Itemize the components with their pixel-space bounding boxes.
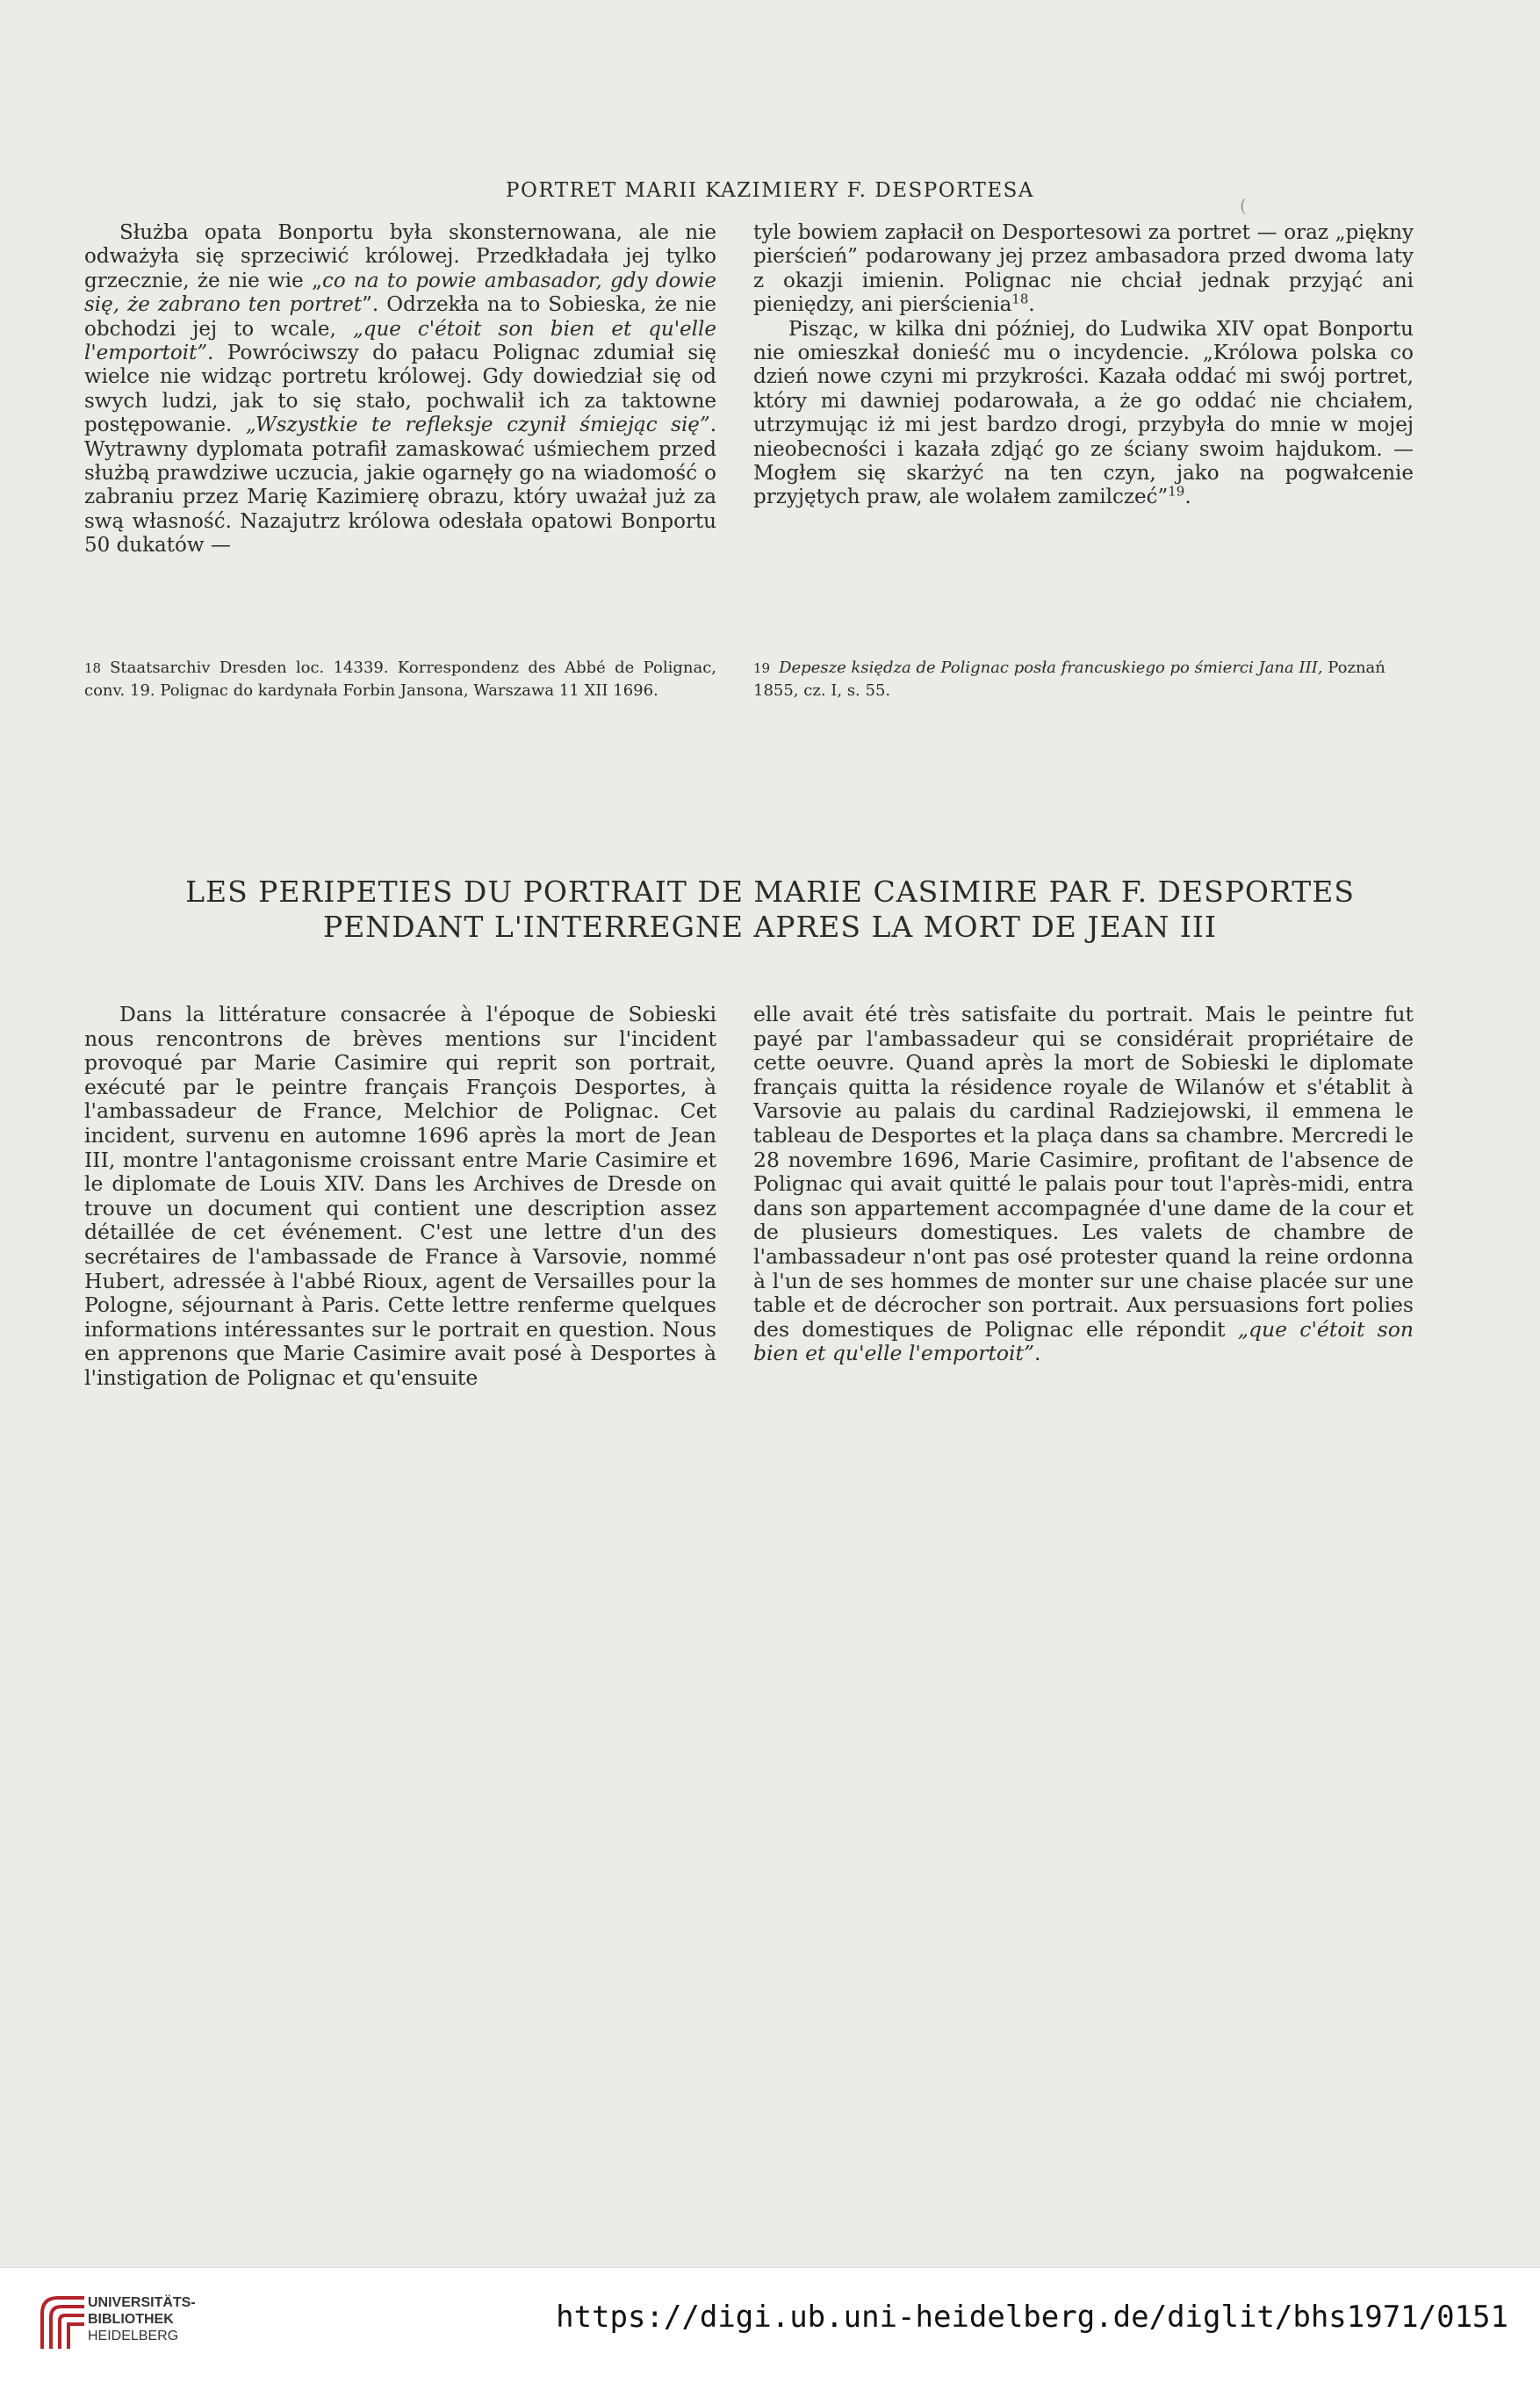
- polish-paragraph-2: tyle bowiem zapłacił on Desportesowi za portret — oraz „piękny pierścień” podarowany jej przez ambasadora przed dwoma laty z okazji imienin. Polignac nie chciał jednak przyjąć ani pieniędzy, ani pierścienia$^{18}$.: [753, 221, 1414, 317]
- french-section-title: LES PERIPETIES DU PORTRAIT DE MARIE CASIMIRE PAR F. DESPORTES PENDANT L'INTERREGNE APRES LA MORT DE JEAN III: [185, 875, 1355, 944]
- polish-text-left-column: [84, 221, 716, 558]
- source-url-link[interactable]: https://digi.ub.uni-heidelberg.de/diglit/bhs1971/0151: [556, 2300, 1508, 2335]
- polish-paragraph-3: Pisząc, w kilka dni później, do Ludwika XIV opat Bonportu nie omieszkał donieść mu o incydencie. „Królowa polska co dzień nowe czyni mi przykrości. Kazała oddać mi swój portret, który mi dawniej podarowała, a że go oddać nie chciałem, utrzymując iż mi jest bardzo drogi, przybyła do mnie w mojej nieobecności i kazała zdjąć go ze ściany swoim hajdukom. — Mogłem się skarżyć na ten czyn, jako na pogwałcenie przyjętych praw, ale wolałem zamilczeć”$^{19}$.: [753, 317, 1414, 509]
- margin-mark: (: [1240, 195, 1247, 216]
- footnote-ref-19: 19: [1168, 483, 1185, 500]
- library-name: UNIVERSITÄTS- BIBLIOTHEK HEIDELBERG: [88, 2295, 196, 2343]
- french-paragraph-2: elle avait été très satisfaite du portrait. Mais le peintre fut payé par l'ambassadeur qui se considérait propriétaire de cette oeuvre. Quand après la mort de Sobieski le diplomate français quitta la résidence royale de Wilanów et s'établit à Varsovie au palais du cardinal Radziejowski, il emmena le tableau de Desportes et la plaça dans sa chambre. Mercredi le 28 novembre 1696, Marie Casimire, profitant de l'absence de Polignac qui avait quitté le palais pour tout l'après-midi, entra dans son appartement accompagnée d'une dame de la cour et de plusieurs domestiques. Les valets de chambre de l'ambassadeur n'ont pas osé protester quand la reine ordonna à l'un de ses hommes de monter sur une chaise placée sur une table et de décrocher son portrait. Aux persuasions fort polies des domestiques de Polignac elle répondit „que c'étoit son bien et qu'elle l'emportoit”.: [753, 1002, 1414, 1366]
- french-text-right-column: [753, 1003, 1414, 1366]
- footer-bar: [0, 2267, 1540, 2383]
- french-paragraph-1: Dans la littérature consacrée à l'époque de Sobieski nous rencontrons de brèves mentions sur l'incident provoqué par Marie Casimire qui reprit son portrait, exécuté par le peintre français François Desportes, à l'ambassadeur de France, Melchior de Polignac. Cet incident, survenu en automne 1696 après la mort de Jean III, montre l'antagonisme croissant entre Marie Casimire et le diplomate de Louis XIV. Dans les Archives de Dresde on trouve un document qui contient une description assez détaillée de cet événement. C'est une lettre d'un des secrétaires de l'ambassade de France à Varsovie, nommé Hubert, adressée à l'abbé Rioux, agent de Versailles pour la Pologne, séjournant à Paris. Cette lettre renferme quelques informations intéressantes sur le portrait en question. Nous en apprenons que Marie Casimire avait posé à Desportes à l'instigation de Polignac et qu'ensuite: [84, 1002, 716, 1390]
- footnote-ref-18: 18: [1011, 291, 1029, 307]
- footnote-19: 19 Depesze księdza de Polignac posła francuskiego po śmierci Jana III, Poznań 1855, cz. I, s. 55.: [753, 659, 1385, 700]
- polish-paragraph-1: Służba opata Bonportu była skonsternowana, ale nie odważyła się sprzeciwić królowej. Przedkładała jej tylko grzecznie, że nie wie „co na to powie ambasador, gdy dowie się, że zabrano ten portret”. Odrzekła na to Sobieska, że nie obchodzi jej to wcale, „que c'étoit son bien et qu'elle l'emportoit”. Powróciwszy do pałacu Polignac zdumiał się wielce nie widząc portretu królowej. Gdy dowiedział się od swych ludzi, jak to się stało, pochwalił ich za taktowne postępowanie. „Wszystkie te refleksje czynił śmiejąc się”. Wytrawny dyplomata potrafił zamaskować uśmiechem przed służbą prawdziwe uczucia, jakie ogarnęły go na wiadomość o zabraniu przez Marię Kazimierę obrazu, który uważał już za swą własność. Nazajutrz królowa odesłała opatowi Bonportu 50 dukatów —: [84, 221, 716, 558]
- running-title: PORTRET MARII KAZIMIERY F. DESPORTESA: [506, 179, 1034, 202]
- french-text-left-column: [84, 1003, 716, 1391]
- footnote-18: 18 Staatsarchiv Dresden loc. 14339. Korrespondenz des Abbé de Polignac, conv. 19. Polignac do kardynała Forbin Jansona, Warszawa 11 XII 1696.: [84, 659, 716, 700]
- polish-text-right-column: [753, 221, 1414, 510]
